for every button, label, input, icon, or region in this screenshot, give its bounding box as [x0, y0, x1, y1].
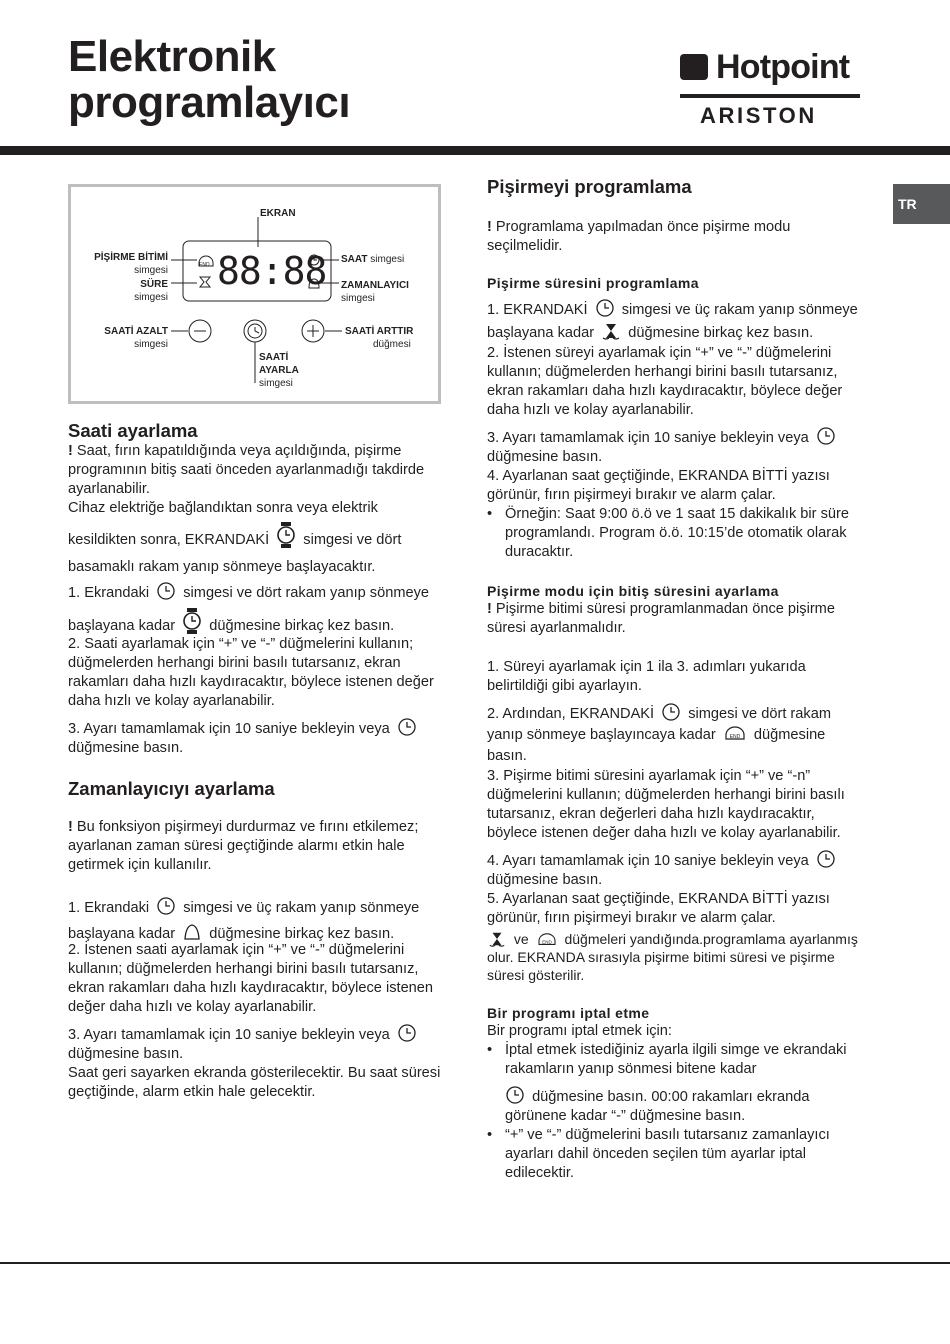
section-title-bitis-suresi: Pişirme modu için bitiş süresini ayarlama [487, 583, 779, 599]
note: ve END düğmeleri yandığında.programlama ayarlanmış olur. EKRANDA sırasıyla pişirme bitimi süresi ve pişirme süresi gösterilir. [487, 931, 858, 983]
label-zamanlayici: ZAMANLAYICI [341, 280, 409, 291]
language-tab: TR [893, 184, 950, 224]
header-rule [0, 146, 950, 155]
page-title: Elektronik programlayıcı [68, 32, 351, 127]
clock-icon [816, 849, 836, 869]
bullet-item: • Örneğin: Saat 9:00 ö.ö ve 1 saat 15 dakikalık bir süre programlandı. Program ö.ö. 10:15’de otomatik olarak duracaktır. [487, 505, 865, 562]
list-item: 3. Ayarı tamamlamak için 10 saniye bekleyin veya düğmesine basın. [68, 717, 443, 758]
list-item: 1. Ekrandaki simgesi ve dört rakam yanıp sönmeye başlayana kadar düğmesine birkaç kez basın. [68, 579, 443, 641]
paragraph: Saat geri sayarken ekranda gösterilecektir. Bu saat süresi geçtiğinde, alarm etkin hale gelecektir. [68, 1065, 441, 1100]
list-item: 1. EKRANDAKİ simgesi ve üç rakam yanıp sönmeye başlayana kadar düğmesine birkaç kez basın. [487, 298, 865, 344]
list-item: 1. Süreyi ayarlamak için 1 ila 3. adımları yukarıda belirtildiği gibi ayarlayın. [487, 659, 806, 694]
clock-button-icon [276, 522, 296, 548]
label-sure: SÜRE [140, 279, 168, 290]
hotpoint-ariston-logo: Hotpoint ARISTON [680, 50, 862, 130]
logo-square-icon [680, 54, 708, 80]
label-saati-azalt: SAATİ AZALT [104, 326, 168, 337]
label-saat: SAAT [341, 254, 368, 265]
label-pisirme-bitimi: PİŞİRME BİTİMİ [94, 252, 168, 263]
paragraph: Cihaz elektriğe bağlandıktan sonra veya elektrik kesildikten sonra, EKRANDAKİ simgesi ve dört basamaklı rakam yanıp sönmeye başlayacaktır. [68, 500, 402, 575]
left-column [68, 420, 443, 1102]
footer-rule [0, 1262, 950, 1264]
bullet-item: • İptal etmek istediğiniz ayarla ilgili simge ve ekrandaki rakamların yanıp sönmesi bitene kadar düğmesine basın. 00:00 rakamları ekranda görünene kadar “-” düğmesine basın. [487, 1041, 865, 1126]
list-item: 1. Ekrandaki simgesi ve üç rakam yanıp sönmeye başlayana kadar düğmesine birkaç kez basın. [68, 895, 443, 947]
clock-icon [397, 717, 417, 737]
section-title-iptal: Bir programı iptal etme [487, 1005, 650, 1021]
end-badge-icon: END [199, 262, 210, 268]
section-title-saati-ayarlama: Saati ayarlama [68, 420, 198, 441]
svg-text:END: END [541, 939, 552, 945]
label-saati-arttir: SAATİ ARTTIR [345, 326, 414, 337]
list-item: 3. Pişirme bitimi süresini ayarlamak için “+” ve “-n” düğmelerini kullanın; düğmelerden herhangi birini basılı tutarsanız, ekran değerleri daha hızlı kaydıracaktır, böylece istenen değer daha hızlı ve kolay ayarlanabilir. [487, 768, 845, 841]
list-item: 2. İstenen saati ayarlamak için “+” ve “-” düğmelerini kullanın; düğmelerden herhangi birini basılı tutarsanız, ekran rakamları daha hızlı kaydıracaktır, böylece istenen değer daha hızlı ve kolay ayarlanabilir. [68, 942, 434, 1015]
paragraph: ! Saat, fırın kapatıldığında veya açıldığında, pişirme programının bitiş saati önceden ayarlanmadığı takdirde ayarlanabilir. [68, 443, 425, 497]
end-icon [536, 932, 558, 948]
digit-display: 88:88 [217, 249, 327, 293]
right-column [487, 176, 865, 1183]
section-title-zamanlayici: Zamanlayıcıyı ayarlama [68, 778, 275, 799]
svg-text:END: END [729, 734, 741, 740]
list-item: 4. Ayarı tamamlamak için 10 saniye bekleyin veya düğmesine basın. [487, 849, 865, 890]
section-title-pisirmeyi-programlama: Pişirmeyi programlama [487, 176, 692, 197]
hourglass-icon [601, 321, 621, 341]
bell-icon [182, 922, 202, 942]
clock-icon [595, 298, 615, 318]
control-panel-diagram: END 88:88 EKRAN PİŞİRME BİTİMİ simgesi SÜRE simgesi SAAT simgesi ZAMANLAYICI simgesi SAATİ AZALT simgesi SAATİ ARTTIR düğmesi SAATİ AYARLA simgesi [68, 184, 441, 404]
bullet-item: • “+” ve “-” düğmelerini basılı tutarsanız zamanlayıcı ayarları dahil önceden seçilen tüm ayarlar iptal edilecektir. [487, 1126, 865, 1183]
section-title-pisirme-suresi: Pişirme süresini programlama [487, 275, 699, 291]
clock-icon [156, 581, 176, 601]
list-item: 2. İstenen süreyi ayarlamak için “+” ve “-” düğmelerini kullanın; düğmelerden herhangi birini basılı tutarsanız, ekran rakamları daha hızlı kaydıracaktır, böylece değer daha hızlı ve kolay ayarlanabilir. [487, 345, 843, 418]
paragraph: Bir programı iptal etmek için: [487, 1023, 672, 1039]
label-saati-ayarla: SAATİ [259, 352, 289, 363]
paragraph: ! Pişirme bitimi süresi programlanmadan önce pişirme süresi ayarlanmalıdır. [487, 601, 835, 636]
list-item: 5. Ayarlanan saat geçtiğinde, EKRANDA BİTTİ yazısı görünür, fırın pişirmeyi bırakır ve alarm çalar. [487, 891, 830, 926]
list-item: 2. Ardından, EKRANDAKİ simgesi ve dört rakam yanıp sönmeye başlayıncaya kadar END düğmesine basın. [487, 702, 865, 767]
label-ekran: EKRAN [260, 208, 296, 219]
list-item: 2. Saati ayarlamak için “+” ve “-” düğmelerini kullanın; düğmelerden herhangi birini basılı tutarsanız, ekran rakamları daha hızlı kaydıracaktır, böylece istenen değer daha hızlı ve kolay ayarlanabilir. [68, 636, 434, 709]
clock-button-icon [182, 608, 202, 634]
hourglass-icon [487, 930, 507, 948]
paragraph: ! Bu fonksiyon pişirmeyi durdurmaz ve fırını etkilemez; ayarlanan zaman süresi geçtiğinde alarmı etkin hale getirmek için kullanılır. [68, 819, 419, 873]
clock-icon [661, 702, 681, 722]
end-icon [723, 725, 747, 743]
list-item: 3. Ayarı tamamlamak için 10 saniye bekleyin veya düğmesine basın. [68, 1023, 443, 1064]
clock-icon [397, 1023, 417, 1043]
clock-icon [156, 896, 176, 916]
list-item: 3. Ayarı tamamlamak için 10 saniye bekleyin veya düğmesine basın. [487, 426, 865, 467]
paragraph: ! Programlama yapılmadan önce pişirme modu seçilmelidir. [487, 219, 791, 254]
list-item: 4. Ayarlanan saat geçtiğinde, EKRANDA BİTTİ yazısı görünür, fırın pişirmeyi bırakır ve alarm çalar. [487, 468, 830, 503]
clock-icon [505, 1085, 525, 1105]
clock-icon [816, 426, 836, 446]
